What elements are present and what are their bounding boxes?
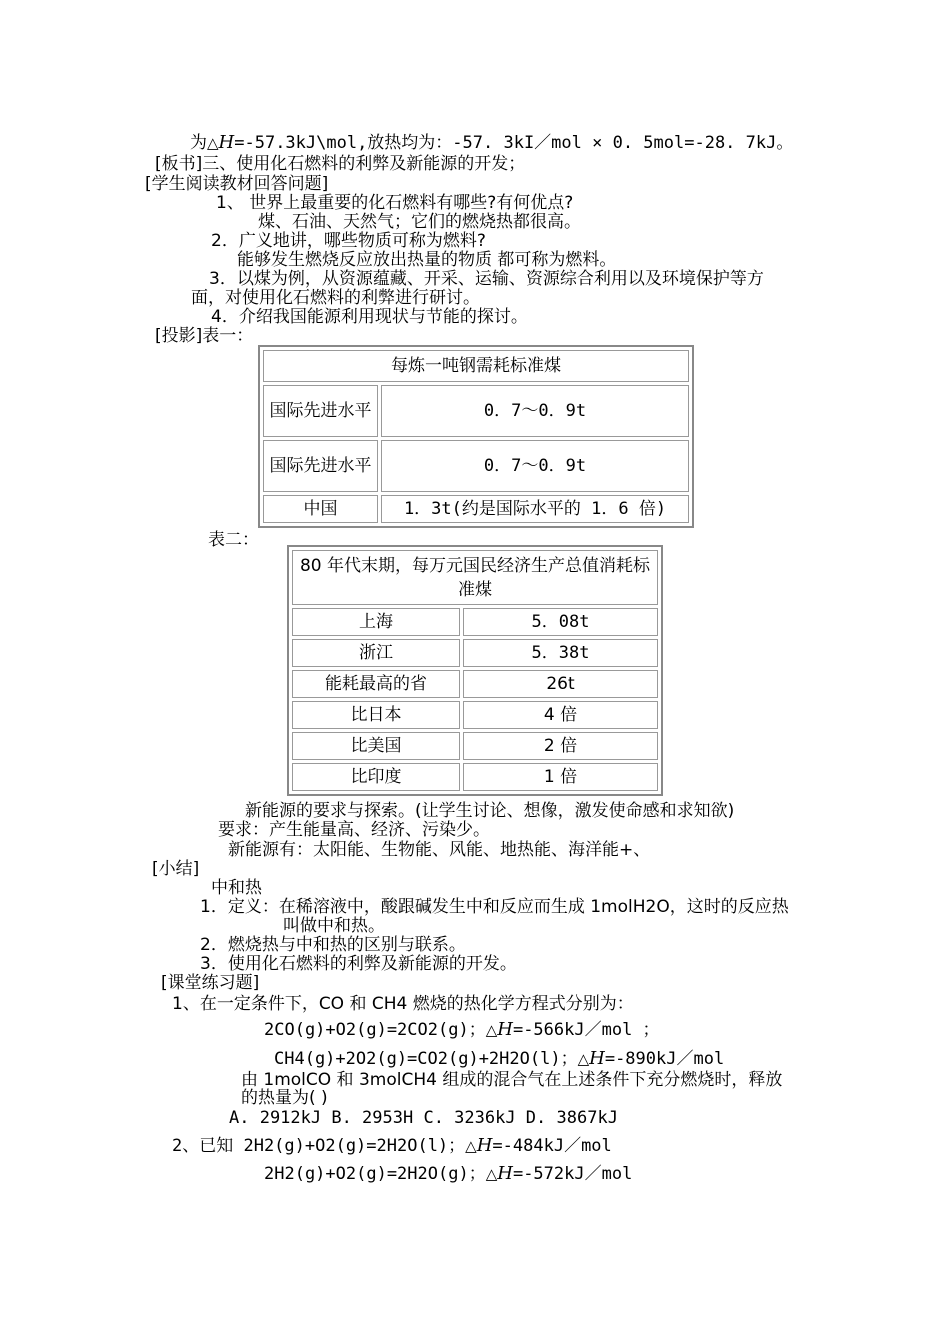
table-header: 80 年代末期，每万元国民经济生产总值消耗标准煤 — [292, 550, 658, 605]
problem-1-question: 由 1molCO 和 3molCH4 组成的混合气在上述条件下充分燃烧时，释放 — [241, 1070, 783, 1090]
definition-1: 1．定义：在稀溶液中，酸跟碱发生中和反应而生成 1molH2O，这时的反应热 — [200, 897, 789, 917]
new-sources-line: 新能源有：太阳能、生物能、风能、地热能、海洋能+、 — [228, 840, 651, 860]
equation-4: 2H2(g)+O2(g)=2H2O(g)；△H=-572kJ／mol — [264, 1163, 633, 1184]
table-cell: 国际先进水平 — [263, 385, 378, 437]
table-cell: 0．7～0．9t — [381, 385, 689, 437]
table-cell: 1．3t(约是国际水平的 1．6 倍) — [381, 495, 689, 523]
neutral-heat-heading: 中和热 — [211, 878, 262, 898]
practice-heading: [课堂练习题] — [161, 973, 260, 993]
definition-1-cont: 叫做中和热。 — [283, 916, 385, 936]
table-gdp-coal — [287, 545, 663, 796]
table-cell: 比美国 — [292, 732, 460, 760]
definition-2: 2．燃烧热与中和热的区别与联系。 — [200, 935, 466, 955]
table-cell: 26t — [463, 670, 658, 698]
answer-2: 能够发生燃烧反应放出热量的物质 都可称为燃料。 — [237, 250, 617, 270]
text-line-delta-h — [190, 133, 793, 153]
problem-1: 1、在一定条件下，CO 和 CH4 燃烧的热化学方程式分别为： — [172, 994, 634, 1014]
table-header: 每炼一吨钢需耗标准煤 — [263, 350, 689, 382]
summary-heading: [小结] — [152, 859, 200, 879]
board-heading: [板书]三、使用化石燃料的利弊及新能源的开发； — [155, 154, 526, 174]
table-cell: 4 倍 — [463, 701, 658, 729]
table-cell: 比印度 — [292, 763, 460, 791]
delta-h-symbol: △H — [465, 1135, 493, 1156]
delta-h-symbol: △H — [577, 1048, 605, 1069]
table-steel-coal — [258, 345, 694, 528]
table-cell: 上海 — [292, 608, 460, 636]
table-cell: 比日本 — [292, 701, 460, 729]
table-cell: 0．7～0．9t — [381, 440, 689, 492]
table-cell: 中国 — [263, 495, 378, 523]
problem-1-options: A. 2912kJ B. 2953H C. 3236kJ D. 3867kJ — [229, 1108, 618, 1128]
table-cell: 1 倍 — [463, 763, 658, 791]
new-energy-line: 新能源的要求与探索。(让学生讨论、想像，激发使命感和求知欲) — [245, 801, 735, 821]
table-cell: 5．08t — [463, 608, 658, 636]
delta-h-symbol: △H — [485, 1163, 513, 1184]
table-cell: 浙江 — [292, 639, 460, 667]
table-cell: 国际先进水平 — [263, 440, 378, 492]
question-2: 2．广义地讲，哪些物质可称为燃料? — [211, 231, 486, 251]
problem-2: 2、已知 2H2(g)+O2(g)=2H2O(l)；△H=-484kJ／mol — [172, 1135, 612, 1156]
answer-1: 煤、石油、天然气；它们的燃烧热都很高。 — [258, 212, 581, 232]
table-cell: 2 倍 — [463, 732, 658, 760]
reading-heading: [学生阅读教材回答问题] — [145, 174, 329, 194]
question-4: 4．介绍我国能源利用现状与节能的探讨。 — [211, 307, 528, 327]
delta-h-symbol: △H — [207, 132, 235, 153]
problem-1-question-cont: 的热量为( ) — [241, 1088, 328, 1108]
projection-heading: [投影]表一： — [155, 326, 254, 346]
equation-2: CH4(g)+2O2(g)=CO2(g)+2H2O(l)；△H=-890kJ／mol — [274, 1048, 725, 1069]
definition-3: 3．使用化石燃料的利弊及新能源的开发。 — [200, 954, 517, 974]
text: =-57.3kJ\mol,放热均为：-57. 3kI／mol × 0. 5mol=-28. 7kJ。 — [234, 133, 794, 153]
question-3-cont: 面，对使用化石燃料的利弊进行研讨。 — [191, 288, 480, 308]
equation-1: 2CO(g)+O2(g)=2CO2(g)；△H=-566kJ／mol ； — [264, 1019, 660, 1040]
requirement-line: 要求：产生能量高、经济、污染少。 — [218, 820, 490, 840]
question-1: 1、 世界上最重要的化石燃料有哪些?有何优点? — [216, 193, 574, 213]
text: 为 — [190, 133, 207, 153]
delta-h-symbol: △H — [485, 1019, 513, 1040]
question-3: 3．以煤为例，从资源蕴藏、开采、运输、资源综合利用以及环境保护等方 — [209, 269, 764, 289]
table2-label: 表二： — [208, 530, 259, 550]
table-cell: 能耗最高的省 — [292, 670, 460, 698]
table-cell: 5．38t — [463, 639, 658, 667]
